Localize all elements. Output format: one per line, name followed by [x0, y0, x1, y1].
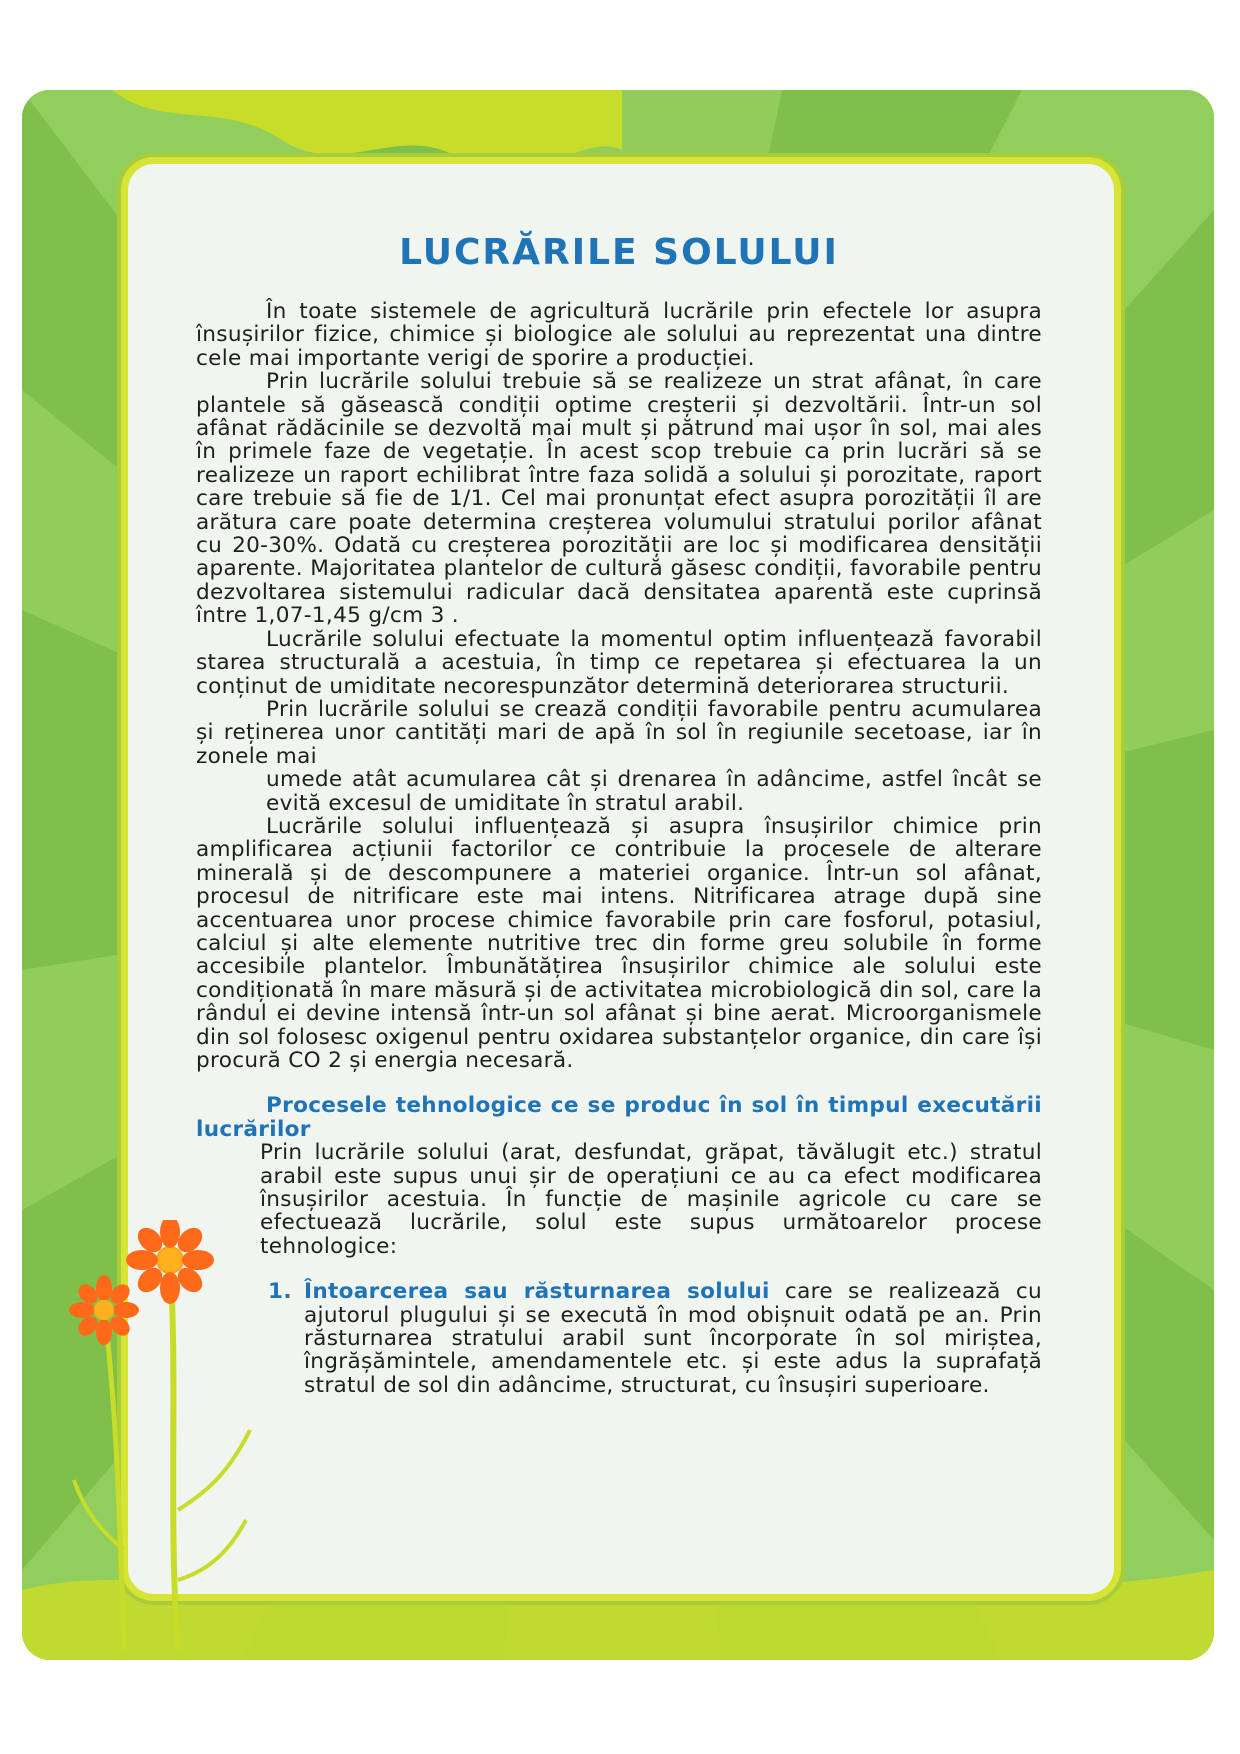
section-subheading: Procesele tehnologice ce se produc în sol în timpul executării lucrărilor [196, 1093, 1042, 1142]
paragraph: Lucrările solului efectuate la momentul optim influențează favorabil starea structurală a acestuia, în timp ce repetarea și efectuarea la un conținut de umiditate necorespunzător determină deteriorarea structurii. [196, 626, 1042, 699]
orange-flower-small [69, 1275, 139, 1345]
paragraph: Lucrările solului influențează și asupra însușirilor chimice prin amplificarea acțiunii factorilor ce contribuie la procesele de alterare minerală și de descompunere a materiei organice. Într-un sol afânat, procesul de nitrificare este mai intens. Nitrificarea atrage după sine accentuarea unor procese chimice favorabile prin care fosforul, potasiul, calciul și alte elemente nutritive trec din forme greu solubile în forme accesibile plantelor. Îmbunătățirea însușirilor chimice ale solului este condiționată în mare măsură și de activitatea microbiologică din sol, care la rândul ei devine intensă într-un sol afânat și bine aerat. Microorganismele din sol folosesc oxigenul pentru oxidarea substanțelor organice, din care își procură CO 2 și energia necesară. [196, 813, 1042, 1073]
list-item-lead: Întoarcerea sau răsturnarea solului [304, 1279, 770, 1305]
paragraph: Prin lucrările solului trebuie să se realizeze un strat afânat, în care plantele să găsească condiții optime creșterii și dezvoltării. Într-un sol afânat rădăcinile se dezvoltă mai mult și pătrund mai ușor în sol, mai ales în primele faze de vegetație. În acest scop trebuie ca prin lucrări să se realizeze un raport echilibrat între faza solidă a solului și porozitate, raport care trebuie să fie de 1/1. Cel mai pronunțat efect asupra porozității îl are arătura care poate determina creșterea volumului stratului porilor afânat cu 20-30%. Odată cu creșterea porozității are loc și modificarea densității aparente. Majoritatea plantelor de cultură găsesc condiții, favorabile pentru dezvoltarea sistemului radicular dacă densitatea aparentă este cuprinsă între 1,07-1,45 g/cm 3 . [196, 369, 1042, 629]
list-item [196, 1280, 1042, 1397]
paragraph-continuation: umede atât acumularea cât și drenarea în adâncime, astfel încât se evită excesul de umiditate în stratul arabil. [266, 767, 1042, 816]
document-body [196, 232, 1042, 1397]
process-intro: Prin lucrările solului (arat, desfundat, grăpat, tăvălugit etc.) stratul arabil este supus unui șir de operațiuni ce au ca efect modificarea însușirilor acestuia. În funcție de mașinile agricole cu care se efectuează lucrările, solul este supus următoarelor procese tehnologice: [260, 1140, 1042, 1259]
paragraph: Prin lucrările solului se crează condiții favorabile pentru acumularea și reținerea unor cantități mari de apă în sol în regiunile secetoase, iar în zonele mai [196, 696, 1042, 769]
page-title: LUCRĂRILE SOLULUI [399, 232, 839, 273]
list-item-text: care se realizează cu ajutorul plugului și se execută în mod obișnuit odată pe an. Prin răsturnarea stratului arabil sunt încorporate în sol miriștea, îngrășămintele, amendamentele etc. și este adus la suprafață stratul de sol din adâncime, structurat, cu însușiri superioare. [304, 1279, 1042, 1398]
paragraph: În toate sistemele de agricultură lucrările prin efectele lor asupra însușirilor fizice, chimice și biologice ale solului au reprezentat una dintre cele mai importante verigi de sporire a producției. [196, 299, 1042, 371]
list-number: 1. [268, 1279, 292, 1305]
